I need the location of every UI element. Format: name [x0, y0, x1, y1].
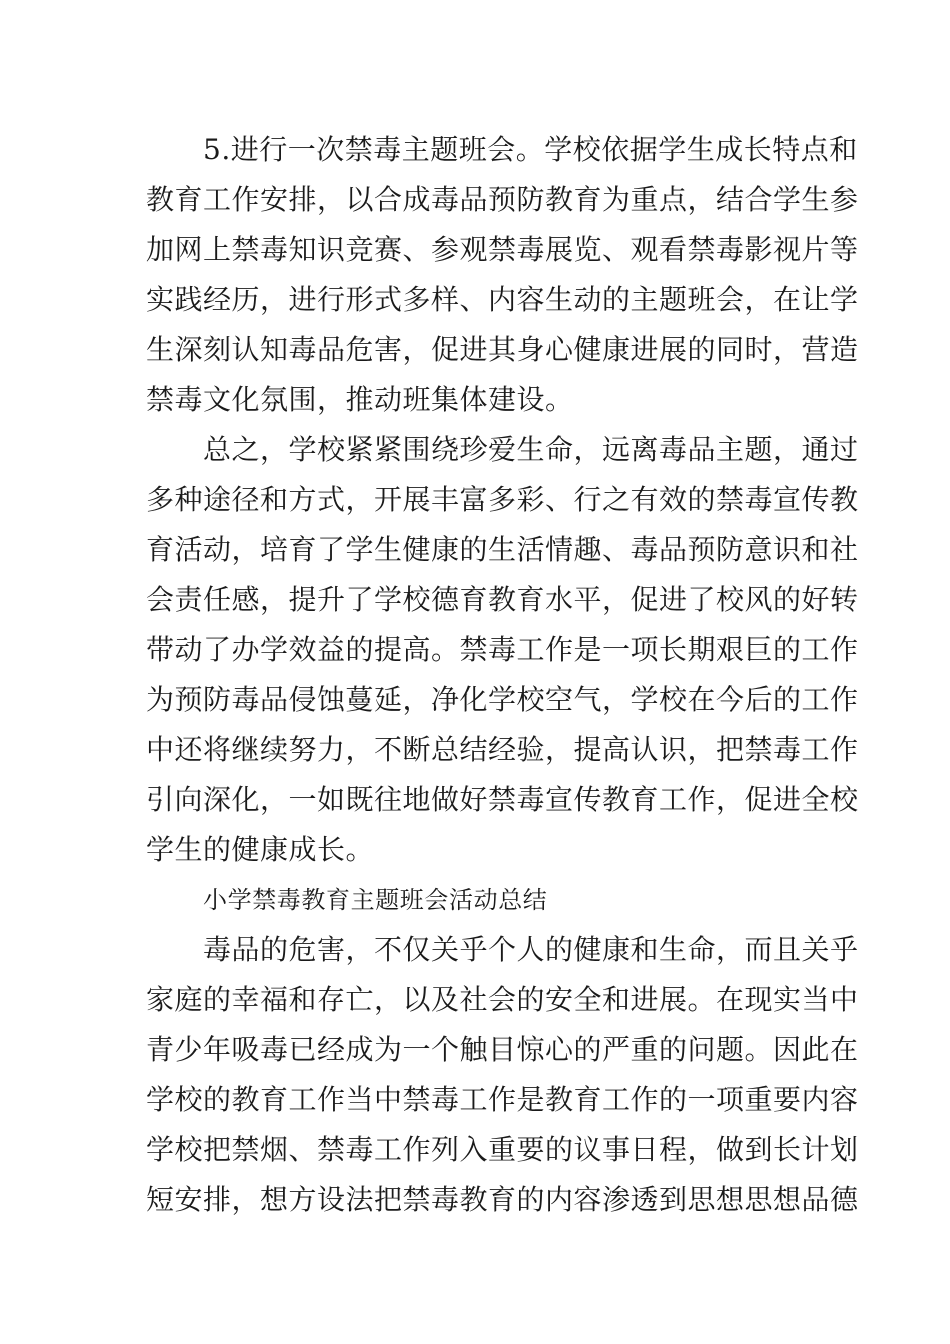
- paragraph-3-line-4: 学校的教育工作当中禁毒工作是教育工作的一项重要内容: [146, 1083, 859, 1116]
- paragraph-2-line-7: 中还将继续努力，不断总结经验，提高认识，把禁毒工作: [146, 733, 859, 766]
- section-heading: 小学禁毒教育主题班会活动总结: [203, 886, 548, 914]
- paragraph-2-line-2: 多种途径和方式，开展丰富多彩、行之有效的禁毒宣传教: [146, 483, 859, 516]
- paragraph-2-line-5: 带动了办学效益的提高。禁毒工作是一项长期艰巨的工作: [146, 633, 859, 666]
- paragraph-3-line-5: 学校把禁烟、禁毒工作列入重要的议事日程，做到长计划: [146, 1133, 859, 1166]
- paragraph-3-line-3: 青少年吸毒已经成为一个触目惊心的严重的问题。因此在: [146, 1033, 859, 1066]
- paragraph-3-line-2: 家庭的幸福和存亡，以及社会的安全和进展。在现实当中: [146, 983, 859, 1016]
- paragraph-1-line-4: 实践经历，进行形式多样、内容生动的主题班会，在让学: [146, 283, 859, 316]
- paragraph-1-line-2: 教育工作安排，以合成毒品预防教育为重点，结合学生参: [146, 183, 859, 216]
- paragraph-3-line-1: 毒品的危害，不仅关乎个人的健康和生命，而且关乎: [203, 933, 859, 966]
- paragraph-2-line-8: 引向深化，一如既往地做好禁毒宣传教育工作，促进全校: [146, 783, 859, 816]
- paragraph-3-line-6: 短安排，想方设法把禁毒教育的内容渗透到思想思想品德: [146, 1183, 859, 1216]
- paragraph-2-line-9: 学生的健康成长。: [146, 833, 375, 866]
- paragraph-1-line-6: 禁毒文化氛围，推动班集体建设。: [146, 383, 574, 416]
- paragraph-2-line-6: 为预防毒品侵蚀蔓延，净化学校空气，学校在今后的工作: [146, 683, 859, 716]
- paragraph-2-line-3: 育活动，培育了学生健康的生活情趣、毒品预防意识和社: [146, 533, 859, 566]
- paragraph-2-line-4: 会责任感，提升了学校德育教育水平，促进了校风的好转: [146, 583, 859, 616]
- paragraph-1-line-5: 生深刻认知毒品危害，促进其身心健康进展的同时，营造: [146, 333, 859, 366]
- paragraph-2-line-1: 总之，学校紧紧围绕珍爱生命，远离毒品主题，通过: [203, 433, 859, 466]
- paragraph-1-line-1: 5.进行一次禁毒主题班会。学校依据学生成长特点和: [203, 133, 858, 166]
- paragraph-1-line-3: 加网上禁毒知识竞赛、参观禁毒展览、观看禁毒影视片等: [146, 233, 859, 266]
